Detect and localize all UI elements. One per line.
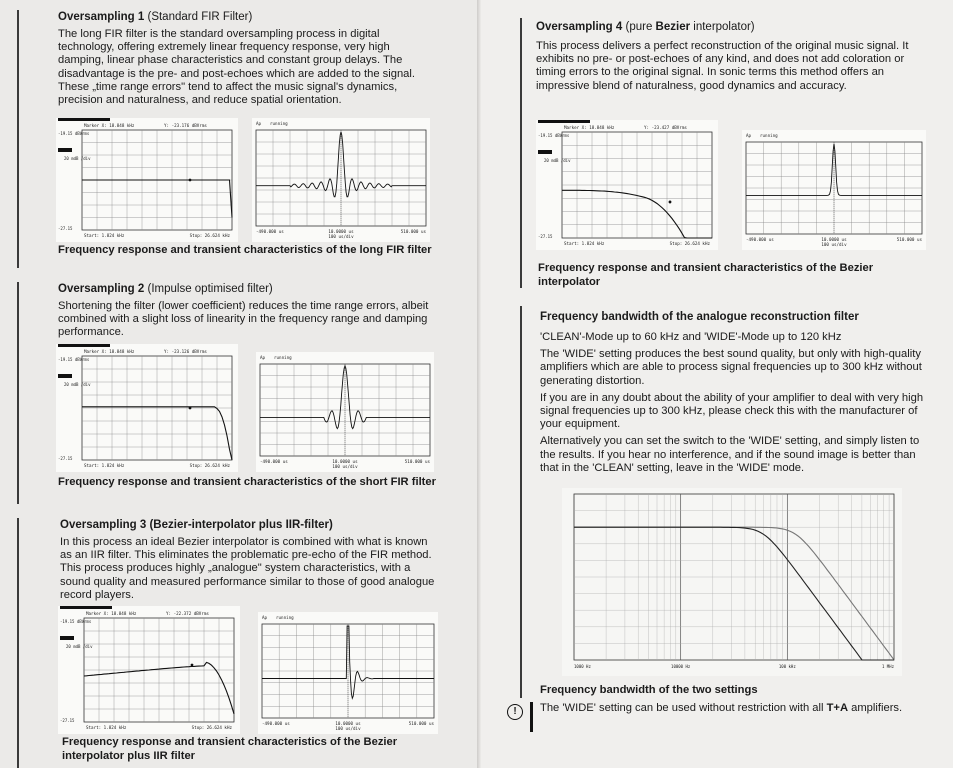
margin-rule [17, 282, 19, 504]
bottom-scale-label: -27.15 [60, 718, 75, 723]
section-title: Oversampling 1 (Standard FIR Filter) [58, 11, 253, 23]
marker-dot [189, 179, 192, 182]
ref-marker [60, 636, 74, 640]
time-div-label: 100 us/div [821, 242, 847, 247]
right-time-label: 510.000 us [400, 229, 426, 234]
ref-marker [538, 150, 552, 154]
x-tick-label: 1000 Hz [574, 664, 591, 669]
status-label: running [276, 615, 294, 620]
header-bar [58, 344, 110, 347]
left-time-label: -490.000 us [260, 459, 288, 464]
start-label: Start: 1.824 kHz [84, 233, 125, 238]
section-title: Frequency bandwidth of the analogue reconstruction filter [540, 311, 859, 323]
bottom-scale-label: -27.15 [58, 456, 73, 461]
margin-rule [17, 10, 19, 268]
plot-label: Ap [746, 133, 752, 138]
frequency-response-plot [58, 606, 240, 734]
right-time-label: 510.000 us [408, 721, 434, 726]
y-readout: Y: -22.372 dBVrms [166, 611, 209, 616]
marker-dot [189, 407, 192, 410]
margin-rule [520, 306, 522, 698]
section-body: This process delivers a perfect reconstruction of the original music signal. It exhibits no pre- or post-echoes of any kind, and does not add coloration or timing errors to the original signal. In sonic terms this method offers an impressive blend of naturalness, good dynamics and accuracy. [536, 40, 909, 92]
page-fold [477, 0, 482, 768]
stop-label: Stop: 26.624 kHz [669, 241, 710, 246]
figure-caption: Frequency response and transient characteristics of the Bezier interpolator plus IIR filter [62, 736, 398, 762]
margin-rule [17, 518, 19, 768]
header-bar [58, 118, 110, 121]
stop-label: Stop: 26.624 kHz [191, 725, 232, 730]
plot-label: Ap [256, 121, 262, 126]
margin-rule [520, 18, 522, 288]
right-time-label: 510.000 us [896, 237, 922, 242]
section-oversampling-4 [536, 20, 926, 97]
info-icon: ! [507, 704, 523, 720]
marker-dot [669, 201, 672, 204]
status-label: running [274, 355, 292, 360]
right-time-label: 510.000 us [404, 459, 430, 464]
left-time-label: -490.000 us [262, 721, 290, 726]
center-time-label: 10.0000 us [821, 237, 847, 242]
ref-marker [58, 148, 72, 152]
brand-logo: T+A [826, 702, 849, 714]
scale-label: 20 mdB /div [66, 644, 93, 649]
header-bar [538, 120, 590, 123]
x-tick-label: 100 kHz [778, 664, 796, 669]
time-div-label: 100 us/div [328, 234, 354, 239]
top-scale-label: -19.15 dBVrms [58, 357, 90, 362]
section-body: The long FIR filter is the standard oversampling process in digital technology, offering extremely linear frequency response, very high damping, linear phase characteristics and constant group delays. The disadvantage is the pre- and post-echoes which are added to the signal. These „time range errors" tend to affect the music signal's dynamics, precision and naturalness, and reduce spatial orientation. [58, 28, 415, 107]
paragraph: The 'WIDE' setting produces the best sound quality, but only with high-quality amplifiers which are able to process signal frequencies up to 300 kHz without generating distortion. [540, 348, 922, 387]
left-time-label: -490.000 us [746, 237, 774, 242]
section-body: Shortening the filter (lower coefficient) reduces the time range errors, albeit combined with a slight loss of linearity in the frequency range and damping performance. [58, 300, 429, 339]
left-time-label: -490.000 us [256, 229, 284, 234]
marker-readout: Marker X: 18.848 kHz [564, 125, 615, 130]
start-label: Start: 1.824 kHz [86, 725, 127, 730]
section-title: Oversampling 2 (Impulse optimised filter) [58, 283, 273, 295]
section-oversampling-3 [60, 518, 438, 606]
paragraph: 'CLEAN'-Mode up to 60 kHz and 'WIDE'-Mode up to 120 kHz [540, 331, 842, 343]
paragraph: Alternatively you can set the switch to the 'WIDE' setting, and simply listen to the results. If you hear no interference, and if the sound image is better than that in the 'CLEAN' setting, leave in the 'WIDE' mode. [540, 435, 920, 474]
y-readout: Y: -23.126 dBVrms [164, 349, 207, 354]
marker-readout: Marker X: 18.848 kHz [84, 123, 135, 128]
figure-caption: Frequency response and transient characteristics of the Bezier interpolator [538, 262, 874, 288]
transient-plot [742, 130, 926, 250]
status-label: running [760, 133, 778, 138]
section-title: Oversampling 4 (pure Bezier interpolator) [536, 21, 755, 33]
center-time-label: 10.0000 us [335, 721, 361, 726]
center-time-label: 10.0000 us [332, 459, 358, 464]
header-bar [60, 606, 112, 609]
start-label: Start: 1.824 kHz [564, 241, 605, 246]
marker-dot [191, 664, 194, 667]
y-readout: Y: -23.427 dBVrms [644, 125, 687, 130]
frequency-response-plot [56, 344, 238, 472]
note-text: The 'WIDE' setting can be used without restriction with all T+A amplifiers. [540, 702, 903, 714]
top-scale-label: -19.15 dBVrms [60, 619, 92, 624]
bottom-scale-label: -27.15 [538, 234, 553, 239]
start-label: Start: 1.824 kHz [84, 463, 125, 468]
stop-label: Stop: 26.624 kHz [189, 463, 230, 468]
section-bandwidth [540, 310, 928, 479]
figure-caption: Frequency response and transient characteristics of the short FIR filter [58, 476, 436, 488]
transient-plot [258, 612, 438, 734]
status-label: running [270, 121, 288, 126]
bottom-scale-label: -27.15 [58, 226, 73, 231]
figure-caption: Frequency bandwidth of the two settings [540, 684, 758, 696]
ref-marker [58, 374, 72, 378]
note-bar [530, 702, 533, 732]
marker-readout: Marker X: 18.848 kHz [84, 349, 135, 354]
y-readout: Y: -23.176 dBVrms [164, 123, 207, 128]
scale-label: 20 mdB /div [64, 382, 91, 387]
bandwidth-plot [562, 488, 902, 676]
section-oversampling-1 [58, 10, 430, 111]
x-tick-label: 10000 Hz [671, 664, 691, 669]
time-div-label: 100 us/div [335, 726, 361, 731]
plot-label: Ap [260, 355, 266, 360]
top-scale-label: -19.15 dBVrms [58, 131, 90, 136]
x-tick-label: 1 MHz [881, 664, 894, 669]
section-body: In this process an ideal Bezier interpolator is combined with what is known as an IIR filter. This eliminates the problematic pre-echo of the FIR method. This process produces highly „analogue" system characteristics, with a sound quality and measured performance similar to those of good analogue record players. [60, 536, 435, 601]
section-title: Oversampling 3 (Bezier-interpolator plus IIR-filter) [60, 519, 333, 531]
plot-label: Ap [262, 615, 268, 620]
stop-label: Stop: 26.624 kHz [189, 233, 230, 238]
center-time-label: 10.0000 us [328, 229, 354, 234]
figure-caption: Frequency response and transient characteristics of the long FIR filter [58, 244, 432, 256]
transient-plot [256, 352, 434, 472]
time-div-label: 100 us/div [332, 464, 358, 469]
frequency-response-plot [536, 120, 718, 250]
marker-readout: Marker X: 18.848 kHz [86, 611, 137, 616]
top-scale-label: -19.15 dBVrms [538, 133, 570, 138]
paragraph: If you are in any doubt about the ability of your amplifier to deal with very high signal frequencies up to 300 kHz, please check this with the manufacturer of your equipment. [540, 391, 924, 431]
scale-label: 20 mdB /div [64, 156, 91, 161]
section-oversampling-2 [58, 282, 436, 344]
scale-label: 20 mdB /div [544, 158, 571, 163]
frequency-response-plot [56, 118, 238, 242]
transient-plot [252, 118, 430, 242]
